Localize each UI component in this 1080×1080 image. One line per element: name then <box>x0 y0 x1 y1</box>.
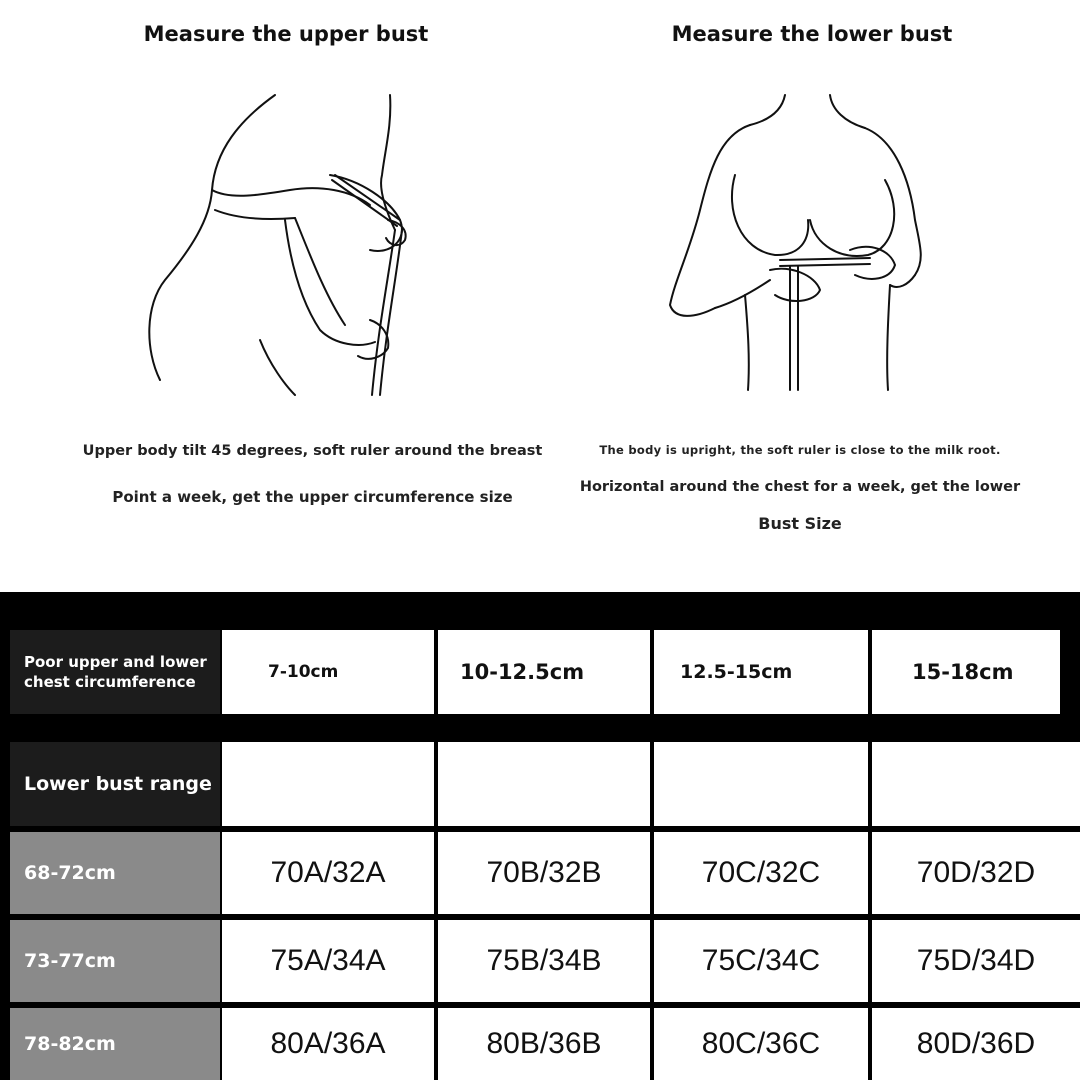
range-73-77: 73-77cm <box>10 920 220 1002</box>
size-cell: 75D/34D <box>872 920 1080 1002</box>
size-cell: 70B/32B <box>438 832 650 914</box>
difference-value-2: 10-12.5cm <box>438 630 650 714</box>
difference-value-1: 7-10cm <box>222 630 434 714</box>
lower-bust-instruction-line2: Horizontal around the chest for a week, get the lower <box>579 479 1021 495</box>
upper-bust-heading: Measure the upper bust <box>143 22 429 46</box>
upper-bust-instruction-line2: Point a week, get the upper circumference size <box>112 488 513 506</box>
size-cell: 75C/34C <box>654 920 868 1002</box>
size-cell: 80C/36C <box>654 1008 868 1080</box>
size-cell: 75B/34B <box>438 920 650 1002</box>
upper-bust-measuring-figure-icon <box>120 80 440 410</box>
lower-bust-measuring-figure-icon <box>640 80 960 410</box>
lower-bust-heading: Measure the lower bust <box>671 22 953 46</box>
size-cell: 70C/32C <box>654 832 868 914</box>
size-cell: 70A/32A <box>222 832 434 914</box>
range-78-82: 78-82cm <box>10 1008 220 1080</box>
difference-label: Poor upper and lower chest circumference <box>10 630 220 714</box>
difference-value-3: 12.5-15cm <box>654 630 868 714</box>
difference-value-4: 15-18cm <box>872 630 1060 714</box>
size-cell: 70D/32D <box>872 832 1080 914</box>
empty-header-cell <box>654 742 868 826</box>
size-cell: 80D/36D <box>872 1008 1080 1080</box>
lower-bust-instruction-line1: The body is upright, the soft ruler is close to the milk root. <box>599 443 1001 457</box>
size-cell: 80B/36B <box>438 1008 650 1080</box>
lower-bust-instruction-line3: Bust Size <box>758 514 842 533</box>
empty-header-cell <box>438 742 650 826</box>
size-cell: 80A/36A <box>222 1008 434 1080</box>
range-68-72: 68-72cm <box>10 832 220 914</box>
lower-bust-range-label: Lower bust range <box>10 742 220 826</box>
empty-header-cell <box>872 742 1080 826</box>
empty-header-cell <box>222 742 434 826</box>
size-chart-table <box>0 592 1080 1080</box>
size-cell: 75A/34A <box>222 920 434 1002</box>
upper-bust-instruction-line1: Upper body tilt 45 degrees, soft ruler around the breast <box>82 443 543 459</box>
